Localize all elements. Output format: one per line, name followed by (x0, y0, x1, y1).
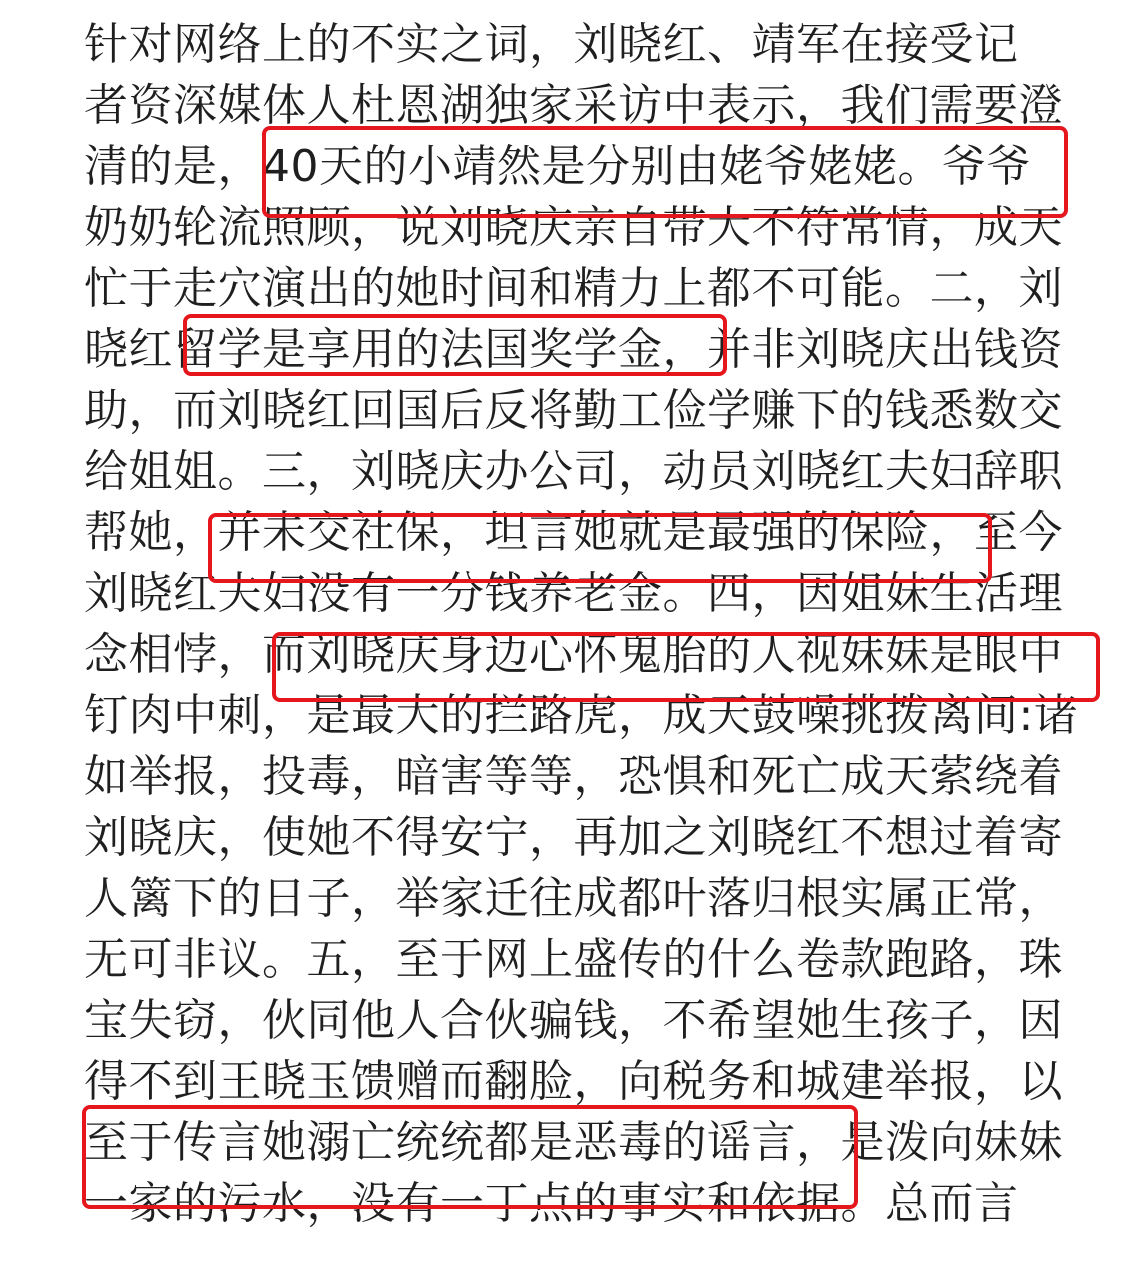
text-line-12: 钉肉中刺，是最大的拦路虎，成天鼓噪挑拨离间:诸 (84, 690, 1079, 741)
text-line-15: 人篱下的日子，举家迁往成都叶落归根实属正常， (84, 873, 1063, 924)
text-line-6: 晓红留学是享用的法国奖学金，并非刘晓庆出钱资 (84, 324, 1063, 375)
text-line-10: 刘晓红夫妇没有一分钱养老金。四，因姐妹生活理 (84, 568, 1063, 619)
text-line-19: 至于传言她溺亡统统都是恶毒的谣言，是泼向妹妹 (84, 1117, 1063, 1168)
text-line-7: 助，而刘晓红回国后反将勤工俭学赚下的钱悉数交 (84, 385, 1063, 436)
text-line-3: 清的是，40天的小靖然是分别由姥爷姥姥。爷爷 (84, 141, 1031, 192)
text-line-17: 宝失窃，伙同他人合伙骗钱，不希望她生孩子，因 (84, 995, 1063, 1046)
text-line-13: 如举报，投毒，暗害等等，恐惧和死亡成天萦绕着 (84, 751, 1063, 802)
text-line-14: 刘晓庆，使她不得安宁，再加之刘晓红不想过着寄 (84, 812, 1063, 863)
text-line-11: 念相悖，而刘晓庆身边心怀鬼胎的人视妹妹是眼中 (84, 629, 1063, 680)
text-line-18: 得不到王晓玉馈赠而翻脸，向税务和城建举报，以 (84, 1056, 1063, 1107)
text-line-8: 给姐姐。三，刘晓庆办公司，动员刘晓红夫妇辞职 (84, 446, 1063, 497)
text-line-1: 针对网络上的不实之词，刘晓红、靖军在接受记 (84, 19, 1019, 70)
text-line-16: 无可非议。五，至于网上盛传的什么卷款跑路，珠 (84, 934, 1063, 985)
text-line-5: 忙于走穴演出的她时间和精力上都不可能。二，刘 (84, 263, 1063, 314)
text-line-20: 一家的污水，没有一丁点的事实和依据。总而言 (84, 1178, 1019, 1229)
text-line-2: 者资深媒体人杜恩湖独家采访中表示，我们需要澄 (84, 80, 1063, 131)
text-line-4: 奶奶轮流照顾，说刘晓庆亲自带大不符常情，成天 (84, 202, 1063, 253)
text-line-9: 帮她，并未交社保，坦言她就是最强的保险，至今 (84, 507, 1063, 558)
